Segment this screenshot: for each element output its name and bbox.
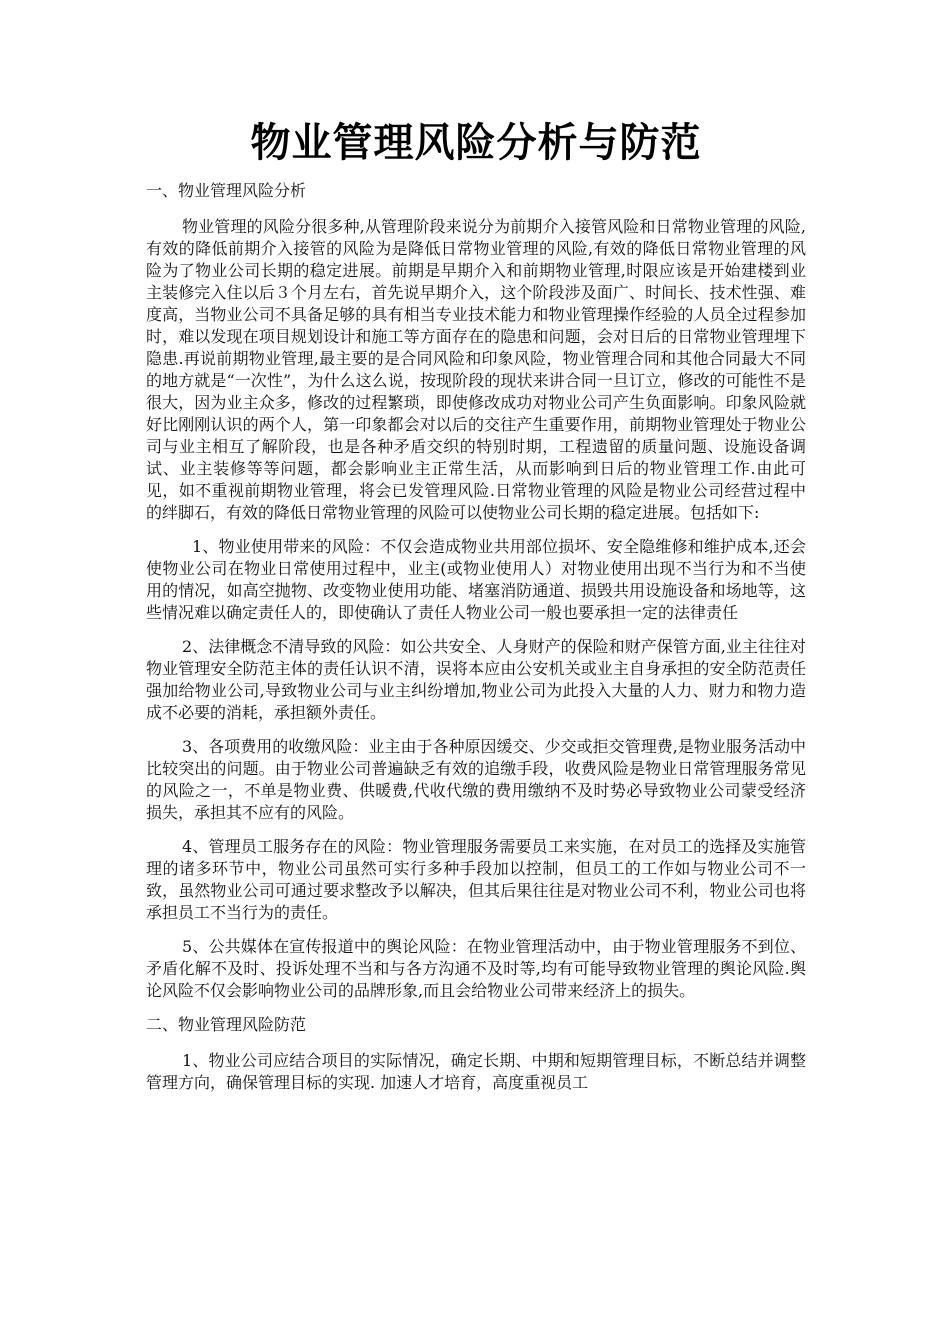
prevention-item-1: 1、物业公司应结合项目的实际情况，确定长期、中期和短期管理目标，不断总结并调整管理方向，确保管理目标的实现. 加速人才培育，高度重视员工: [146, 1051, 806, 1092]
risk-item-4: 4、管理员工服务存在的风险：物业管理服务需要员工来实施，在对员工的选择及实施管理的诸多环节中，物业公司虽然可实行多种手段加以控制，但员工的工作如与物业公司不一致，虽然物业公司可通过要求整改予以解决，但其后果往往是对物业公司不利，物业公司也将承担员工不当行为的责任。: [146, 837, 806, 922]
risk-item-5: 5、公共媒体在宣传报道中的舆论风险：在物业管理活动中，由于物业管理服务不到位、矛盾化解不及时、投诉处理不当和与各方沟通不及时等,均有可能导致物业管理的舆论风险.舆论风险不仅会影响物业公司的品牌形象,而且会给物业公司带来经济上的损失。: [146, 937, 806, 1000]
section-heading-risk-analysis: 一、物业管理风险分析: [146, 181, 307, 200]
risk-item-3: 3、各项费用的收缴风险：业主由于各种原因缓交、少交或拒交管理费,是物业服务活动中比较突出的问题。由于物业公司普遍缺乏有效的追缴手段，收费风险是物业日常管理服务常见的风险之一，不单是物业费、供暖费,代收代缴的费用缴纳不及时势必导致物业公司蒙受经济损失，承担其不应有的风险。: [146, 737, 806, 822]
risk-item-2: 2、法律概念不清导致的风险：如公共安全、人身财产的保险和财产保管方面,业主往往对物业管理安全防范主体的责任认识不清，误将本应由公安机关或业主自身承担的安全防范责任强加给物业公司,导致物业公司与业主纠纷增加,物业公司为此投入大量的人力、财力和物力造成不必要的消耗，承担额外责任。: [146, 637, 806, 722]
risk-item-1: 1、物业使用带来的风险：不仅会造成物业共用部位损坏、安全隐维修和维护成本,还会使物业公司在物业日常使用过程中，业主(或物业使用人）对物业使用出现不当行为和不当使用的情况，如高空抛物、改变物业使用功能、堵塞消防通道、损毁共用设施设备和场地等，这些情况难以确定责任人的，即使确认了责任人物业公司一般也要承担一定的法律责任: [146, 537, 806, 622]
section-heading-risk-prevention: 二、物业管理风险防范: [146, 1015, 307, 1034]
document-title: 物业管理风险分析与防范: [250, 120, 702, 166]
document-page: [146, 112, 806, 1094]
intro-paragraph: 物业管理的风险分很多种,从管理阶段来说分为前期介入接管风险和日常物业管理的风险,有效的降低前期介入接管的风险为是降低日常物业管理的风险,有效的降低日常物业管理的风险为了物业公司长期的稳定进展。前期是早期介入和前期物业管理,时限应该是开始建楼到业主装修完入住以后３个月左右，首先说早期介入，这个阶段涉及面广、时间长、技术性强、难度高，当物业公司不具备足够的具有相当专业技术能力和物业管理操作经验的人员全过程参加时，难以发现在项目规划设计和施工等方面存在的隐患和问题，会对日后的日常物业管理埋下隐患.再说前期物业管理,最主要的是合同风险和印象风险，物业管理合同和其他合同最大不同的地方就是“一次性”，为什么这么说，按现阶段的现状来讲合同一旦订立，修改的可能性不是很大，因为业主众多，修改的过程繁琐，即使修改成功对物业公司产生负面影响。印象风险就好比刚刚认识的两个人，第一印象都会对以后的交往产生重要作用，前期物业管理处于物业公司与业主相互了解阶段，也是各种矛盾交织的特别时期，工程遗留的质量问题、设施设备调试、业主装修等等问题，都会影响业主正常生活，从而影响到日后的物业管理工作.由此可见，如不重视前期物业管理，将会已发管理风险.日常物业管理的风险是物业公司经营过程中的绊脚石，有效的降低日常物业管理的风险可以使物业公司长期的稳定进展。包括如下:: [146, 217, 806, 522]
